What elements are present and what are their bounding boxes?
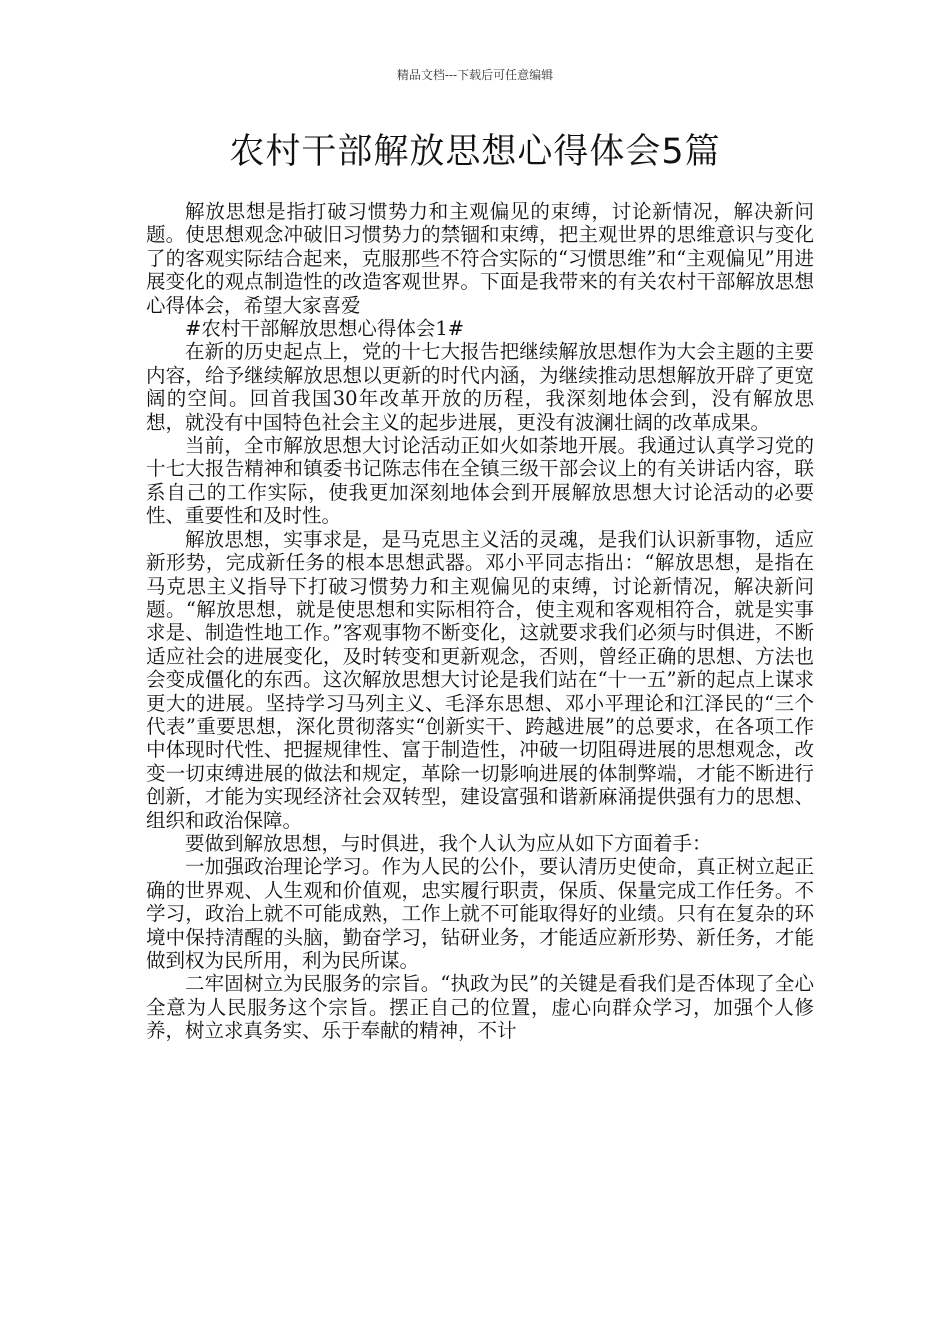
body-text — [146, 200, 814, 1043]
body-paragraph: 在新的历史起点上，党的十七大报告把继续解放思想作为大会主题的主要内容，给予继续解放思想以更新的时代内涵，为继续推动思想解放开辟了更宽阔的空间。回首我国30年改革开放的历程，我深刻地体会到，没有解放思想，就没有中国特色社会主义的起步进展，更没有波澜壮阔的改革成果。 — [146, 340, 814, 434]
body-paragraph: 二牢固树立为民服务的宗旨。“执政为民”的关键是看我们是否体现了全心全意为人民服务这个宗旨。摆正自己的位置，虚心向群众学习，加强个人修养，树立求真务实、乐于奉献的精神，不计 — [146, 972, 814, 1043]
section-heading: #农村干部解放思想心得体会1# — [185, 317, 465, 341]
body-paragraph: 要做到解放思想，与时俱进，我个人认为应从如下方面着手： — [185, 831, 712, 855]
body-paragraph: 当前，全市解放思想大讨论活动正如火如荼地开展。我通过认真学习党的十七大报告精神和镇委书记陈志伟在全镇三级干部会议上的有关讲话内容，联系自己的工作实际，使我更加深刻地体会到开展解放思想大讨论活动的必要性、重要性和及时性。 — [146, 434, 814, 528]
header-note: 精品文档---下载后可任意编辑 — [396, 68, 554, 82]
intro-paragraph: 解放思想是指打破习惯势力和主观偏见的束缚，讨论新情况，解决新问题。使思想观念冲破旧习惯势力的禁锢和束缚，把主观世界的思维意识与变化了的客观实际结合起来，克服那些不符合实际的“习惯思维”和“主观偏见”用进展变化的观点制造性的改造客观世界。下面是我带来的有关农村干部解放思想心得体会，希望大家喜爱 — [146, 200, 814, 317]
body-paragraph: 一加强政治理论学习。作为人民的公仆，要认清历史使命，真正树立起正确的世界观、人生观和价值观，忠实履行职责，保质、保量完成工作任务。不学习，政治上就不可能成熟，工作上就不可能取得好的业绩。只有在复杂的环境中保持清醒的头脑，勤奋学习，钻研业务，才能适应新形势、新任务，才能做到权为民所用，利为民所谋。 — [146, 855, 814, 972]
body-paragraph: 解放思想，实事求是，是马克思主义活的灵魂，是我们认识新事物，适应新形势，完成新任务的根本思想武器。邓小平同志指出：“解放思想，是指在马克思主义指导下打破习惯势力和主观偏见的束缚，讨论新情况，解决新问题。“解放思想，就是使思想和实际相符合，使主观和客观相符合，就是实事求是、制造性地工作。”客观事物不断变化，这就要求我们必须与时俱进，不断适应社会的进展变化，及时转变和更新观念，否则，曾经正确的思想、方法也会变成僵化的东西。这次解放思想大讨论是我们站在“十一五”新的起点上谋求更大的进展。坚持学习马列主义、毛泽东思想、邓小平理论和江泽民的“三个代表”重要思想，深化贯彻落实“创新实干、跨越进展”的总要求，在各项工作中体现时代性、把握规律性、富于制造性，冲破一切阻碍进展的思想观念，改变一切束缚进展的做法和规定，革除一切影响进展的体制弊端，才能不断进行创新，才能为实现经济社会双转型，建设富强和谐新麻涌提供强有力的思想、组织和政治保障。 — [146, 527, 814, 832]
document-title: 农村干部解放思想心得体会5篇 — [229, 132, 721, 172]
